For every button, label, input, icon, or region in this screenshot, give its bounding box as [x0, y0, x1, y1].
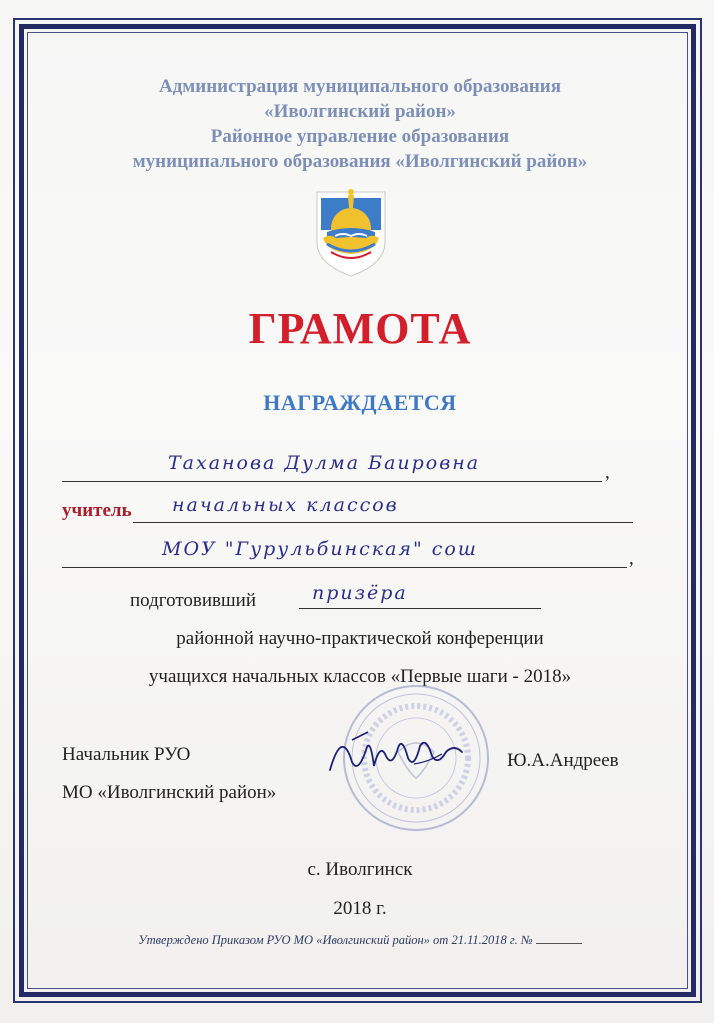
position-label: учитель — [62, 500, 132, 521]
issuer-header — [40, 74, 680, 174]
header-line-1: Администрация муниципального образования — [158, 76, 562, 97]
signatory-title-2: МО «Иволгинский район» — [62, 782, 277, 803]
signatory-name: Ю.А.Андреев — [507, 750, 619, 771]
signatory-title-1: Начальник РУО — [62, 744, 191, 765]
awarded-heading: НАГРАЖДАЕТСЯ — [263, 390, 457, 415]
prepared-label: подготовивший — [130, 590, 256, 611]
order-number-blank — [536, 933, 582, 944]
approval-note — [40, 933, 680, 948]
position-value: начальных классов — [172, 494, 399, 516]
school-comma: , — [629, 548, 634, 569]
prepared-value: призёра — [312, 582, 408, 604]
issue-place: с. Иволгинск — [307, 859, 413, 880]
recipient-name-line — [62, 481, 602, 482]
buryatia-coat-of-arms-icon — [309, 184, 393, 280]
school-name: МОУ "Гурульбинская" сош — [162, 538, 478, 560]
approval-note-text: Утверждено Приказом РУО МО «Иволгинский район» от 21.11.2018 г. № — [138, 933, 533, 947]
school-line — [62, 567, 627, 568]
event-line-1: районной научно-практической конференции — [176, 628, 544, 649]
prepared-line — [299, 608, 541, 609]
recipient-name: Таханова Дулма Баировна — [168, 452, 481, 474]
certificate-title: ГРАМОТА — [248, 304, 472, 353]
header-line-4: муниципального образования «Иволгинский район» — [132, 151, 588, 172]
position-line — [133, 522, 633, 523]
header-line-2: «Иволгинский район» — [264, 101, 456, 122]
handwritten-signature — [322, 722, 472, 780]
issue-year: 2018 г. — [333, 898, 387, 919]
event-line-2: учащихся начальных классов «Первые шаги - 2018» — [148, 666, 572, 687]
recipient-comma: , — [605, 462, 610, 483]
header-line-3: Районное управление образования — [210, 126, 510, 147]
